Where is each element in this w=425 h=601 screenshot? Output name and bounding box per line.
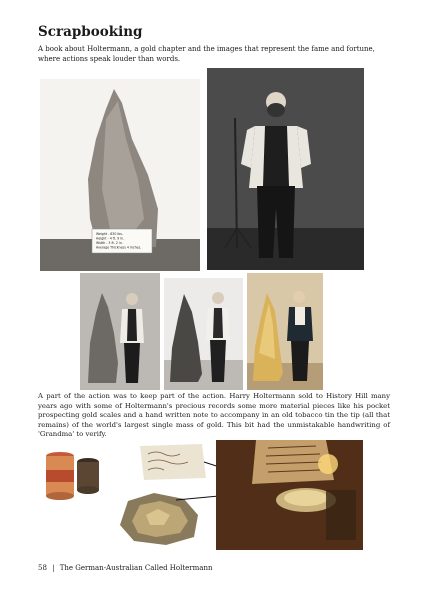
page-footer — [38, 564, 212, 572]
book-title: The German-Australian Called Holtermann — [59, 564, 213, 572]
display-case-photo — [216, 440, 363, 550]
intro-paragraph: A book about Holtermann, a gold chapter and the images that represent the fame and fortune, where actions speak louder than words. — [38, 45, 375, 63]
card-line-2: Height - 4 ft. 9 in. — [96, 236, 125, 241]
page-number: 58 — [38, 564, 47, 572]
footer-separator: | — [52, 564, 55, 572]
card-line-1: Weight - 630 lbs. — [96, 232, 123, 236]
card-line-4: Average Thickness 4 Inches. — [96, 245, 142, 250]
body-paragraph: A part of the action was to keep part of the action. Harry Holtermann sold to History Hill many years ago with some of Holtermann's precious records some more material pieces like his pocket prospecting gold scales and a hand written note to accompany in an old tobacco tin the tip (all that remains) of the world's largest single mass of gold. This bit had the unmistakable handwriting of 'Grandma' to verify. — [38, 392, 390, 439]
page-title: Scrapbooking — [38, 24, 143, 40]
card-line-3: Width - 3 ft. 2 in. — [96, 241, 123, 245]
